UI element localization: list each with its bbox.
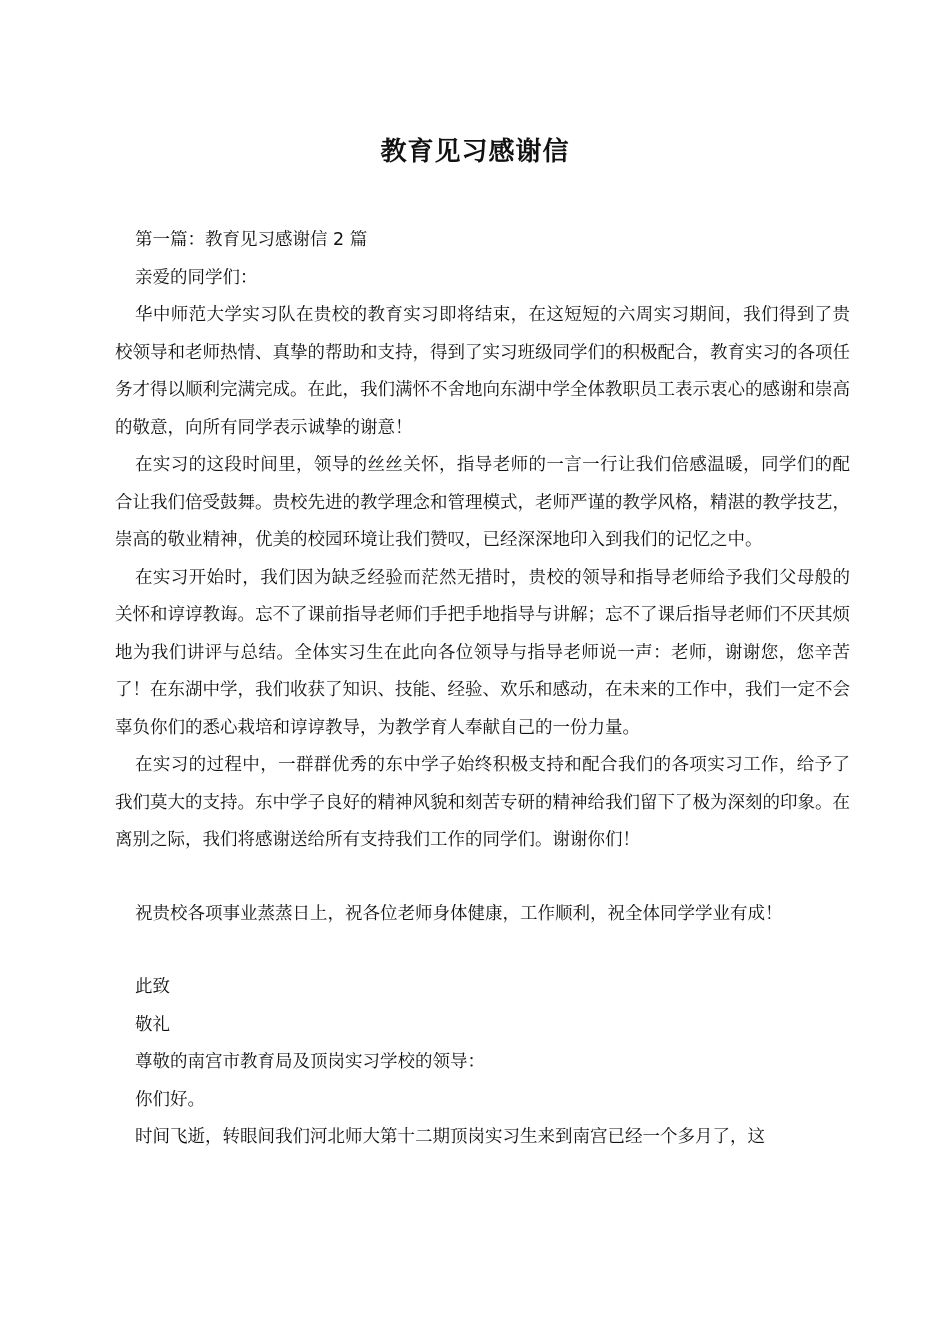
- document-body: [115, 222, 850, 1157]
- closing-phrase: 此致: [135, 977, 170, 997]
- body-paragraph: 华中师范大学实习队在贵校的教育实习即将结束，在这短短的六周实习期间，我们得到了贵校领导和老师热情、真挚的帮助和支持，得到了实习班级同学们的积极配合，教育实习的各项任务才得以顺利完满完成。在此，我们满怀不舍地向东湖中学全体教职员工表示衷心的感谢和崇高的敬意，向所有同学表示诚挚的谢意！: [115, 305, 850, 438]
- salutation: 亲爱的同学们：: [135, 267, 258, 288]
- second-letter-salutation: 尊敬的南宫市教育局及顶岗实习学校的领导：: [135, 1052, 485, 1072]
- body-paragraph: 在实习的过程中，一群群优秀的东中学子始终积极支持和配合我们的各项实习工作，给予了我们莫大的支持。东中学子良好的精神风貌和刻苦专研的精神给我们留下了极为深刻的印象。在离别之际，我们将感谢送给所有支持我们工作的同学们。谢谢你们！: [115, 755, 850, 850]
- closing-wishes: 祝贵校各项事业蒸蒸日上，祝各位老师身体健康，工作顺利，祝全体同学学业有成！: [135, 903, 783, 924]
- greeting: 你们好。: [135, 1089, 205, 1110]
- section-heading: 第一篇：教育见习感谢信 2 篇: [135, 230, 368, 250]
- closing-regards: 敬礼: [135, 1014, 170, 1035]
- document-title: 教育见习感谢信: [380, 137, 570, 167]
- body-paragraph: 在实习开始时，我们因为缺乏经验而茫然无措时，贵校的领导和指导老师给予我们父母般的关怀和谆谆教诲。忘不了课前指导老师们手把手地指导与讲解；忘不了课后指导老师们不厌其烦地为我们讲评与总结。全体实习生在此向各位领导与指导老师说一声：老师，谢谢您，您辛苦了！在东湖中学，我们收获了知识、技能、经验、欢乐和感动，在未来的工作中，我们一定不会辜负你们的悉心栽培和谆谆教导，为教学育人奉献自己的一份力量。: [115, 567, 850, 738]
- body-paragraph: 时间飞逝，转眼间我们河北师大第十二期顶岗实习生来到南宫已经一个多月了，这: [135, 1127, 765, 1147]
- body-paragraph: 在实习的这段时间里，领导的丝丝关怀，指导老师的一言一行让我们倍感温暖，同学们的配合让我们倍受鼓舞。贵校先进的教学理念和管理模式，老师严谨的教学风格，精湛的教学技艺，崇高的敬业精神，优美的校园环境让我们赞叹，已经深深地印入到我们的记忆之中。: [115, 455, 850, 550]
